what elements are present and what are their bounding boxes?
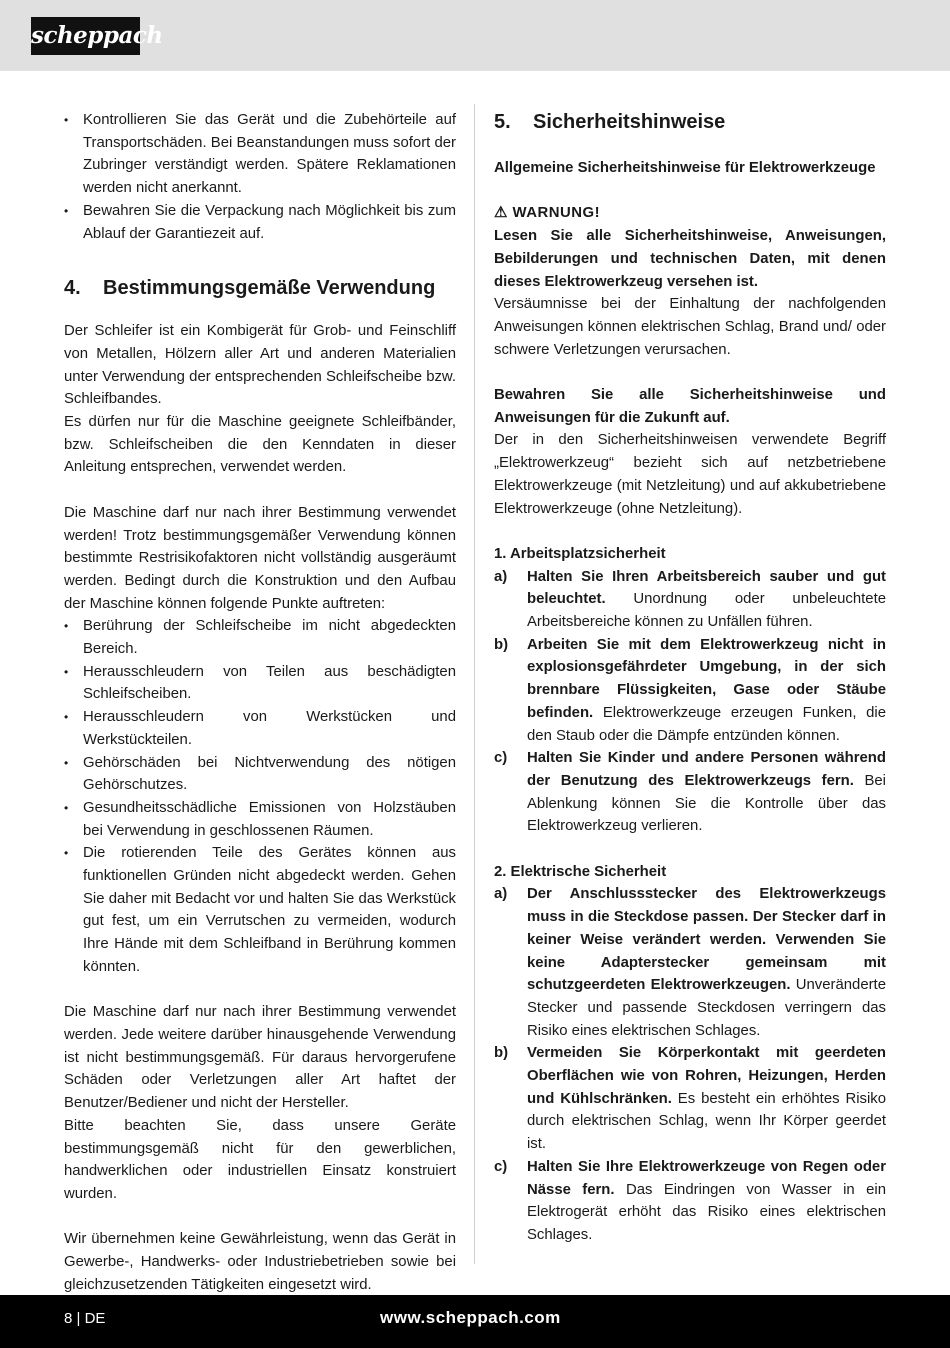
list-item — [494, 566, 886, 634]
list-item: • Berührung der Schleifscheibe im nicht abgedeckten Bereich. — [64, 615, 456, 660]
section-subtitle: Allgemeine Sicherheitshinweise für Elektrowerkzeuge — [494, 160, 876, 176]
scheppach-logo: scheppach — [31, 17, 140, 55]
list-item — [494, 747, 886, 838]
item-text: Bei Ablenkung können Sie die Kontrolle über das Elektrowerkzeug verlieren. — [527, 772, 886, 835]
item-bold: Vermeiden Sie Körperkontakt mit geerdeten Oberflächen wie von Rohren, Heizungen, Herden und Kühlschränken. — [527, 1045, 886, 1107]
item-text: Es besteht ein erhöhtes Risiko durch elektrischen Schlag, wenn Ihr Körper geerdet ist. — [527, 1090, 886, 1153]
warning-text: Versäumnisse bei der Einhaltung der nachfolgenden Anweisungen können elektrischen Schlag, Brand und/ oder schwere Verletzungen verursachen. — [494, 296, 886, 358]
item-bold: Halten Sie Ihre Elektrowerkzeuge von Regen oder Nässe fern. — [527, 1158, 886, 1198]
list-item: • Gehörschäden bei Nichtverwendung des nötigen Gehörschutzes. — [64, 752, 456, 797]
column-divider — [474, 104, 475, 1264]
warning-bold: Lesen Sie alle Sicherheitshinweise, Anweisungen, Bebilderungen und technischen Daten, mit denen dieses Elektrowerkzeug versehen ist. — [494, 228, 886, 290]
page-header — [0, 0, 950, 71]
list-item: • Die rotierenden Teile des Gerätes können aus funktionellen Gründen nicht abgedeckt werden. Gehen Sie daher mit Bedacht vor und halten Sie das Werkstück gut fest, um ein Verrutschen zu vermeiden, wodurch Ihre Hände mit dem Schleifband in Berührung kommen könnten. — [64, 842, 456, 978]
page-number: 8 | DE — [64, 1310, 106, 1327]
section-heading-5 — [494, 109, 886, 135]
workplace-heading: 1. Arbeitsplatzsicherheit — [494, 545, 666, 562]
item-text: Unordnung oder unbeleuchtete Arbeitsbereiche können zu Unfällen führen. — [527, 591, 886, 631]
item-bold: Arbeiten Sie mit dem Elektrowerkzeug nicht in explosionsgefährdeter Umgebung, in der sich brennbare Flüssigkeiten, Gase oder Stäube befinden. — [527, 636, 886, 721]
paragraph: Die Maschine darf nur nach ihrer Bestimmung verwendet werden! Trotz bestimmungsgemäßer Verwendung können bestimmte Restrisikofaktoren nicht vollständig ausgeräumt werden. Bedingt durch die Konstruktion und den Aufbau der Maschine können folgende Punkte auftreten: — [64, 504, 456, 612]
list-item — [494, 634, 886, 748]
warning-label: ⚠ WARNUNG! — [494, 205, 601, 222]
paragraph: Bitte beachten Sie, dass unsere Geräte bestimmungsgemäß nicht für den gewerblichen, handwerklichen oder industriellen Einsatz konstruiert wurden. — [64, 1117, 456, 1202]
list-item — [494, 883, 886, 1042]
right-column — [494, 109, 886, 1247]
keep-instructions-text: Der in den Sicherheitshinweisen verwendete Begriff „Elektrowerkzeug“ bezieht sich auf netzbetriebene Elektrowerkzeuge (mit Netzleitung) und auf akkubetriebene Elektrowerkzeuge (ohne Netzleitung). — [494, 432, 886, 517]
risk-bullets — [64, 615, 456, 978]
paragraph: Der Schleifer ist ein Kombigerät für Grob- und Feinschliff von Metallen, Hölzern aller Art und anderen Materialien unter Verwendung der entsprechenden Schleifscheibe bzw. Schleifbandes. — [64, 323, 456, 408]
item-bold: Der Anschlussstecker des Elektrowerkzeugs muss in die Steckdose passen. Der Stecker darf in keiner Weise verändert werden. Verwenden Sie keine Adapterstecker gemeinsam mit schutzgeerdeten Elektrowerkzeugen. — [527, 886, 886, 994]
item-marker: a) — [494, 568, 508, 585]
list-item — [494, 1042, 886, 1156]
keep-instructions-bold: Bewahren Sie alle Sicherheitshinweise und Anweisungen für die Zukunft auf. — [494, 387, 886, 426]
paragraph: Wir übernehmen keine Gewährleistung, wenn das Gerät in Gewerbe-, Handwerks- oder Industriebetrieben sowie bei gleichzusetzenden Tätigkeiten eingesetzt wird. — [64, 1231, 456, 1293]
list-item: • Kontrollieren Sie das Gerät und die Zubehörteile auf Transportschäden. Bei Beanstandungen muss sofort der Zubringer verständigt werden. Spätere Reklamationen werden nicht anerkannt. — [64, 109, 456, 200]
website-link[interactable]: www.scheppach.com — [380, 1308, 561, 1327]
list-item: • Bewahren Sie die Verpackung nach Möglichkeit bis zum Ablauf der Garantiezeit auf. — [64, 200, 456, 245]
item-bold: Halten Sie Kinder und andere Personen während der Benutzung des Elektrowerkzeugs fern. — [527, 750, 886, 789]
workplace-list — [494, 566, 886, 838]
paragraph: Die Maschine darf nur nach ihrer Bestimmung verwendet werden. Jede weitere darüber hinausgehende Verwendung ist nicht bestimmungsgemäß. Für daraus hervorgerufene Schäden oder Verletzungen aller Art haftet der Benutzer/Bediener und nicht der Hersteller. — [64, 1004, 456, 1112]
electrical-heading: 2. Elektrische Sicherheit — [494, 863, 667, 880]
left-column — [64, 109, 456, 1296]
item-marker: c) — [494, 1158, 508, 1175]
list-item: • Herausschleudern von Teilen aus beschädigten Schleifscheiben. — [64, 661, 456, 706]
item-marker: c) — [494, 750, 508, 767]
item-text: Das Eindringen von Wasser in ein Elektrogerät erhöht das Risiko eines elektrischen Schlages. — [527, 1181, 886, 1243]
item-marker: a) — [494, 886, 508, 903]
list-item — [494, 1156, 886, 1247]
item-text: Elektrowerkzeuge erzeugen Funken, die den Staub oder die Dämpfe entzünden können. — [527, 704, 886, 744]
list-item: • Herausschleudern von Werkstücken und Werkstückteilen. — [64, 706, 456, 751]
paragraph: Es dürfen nur für die Maschine geeignete Schleifbänder, bzw. Schleifscheiben die den Kenndaten in dieser Anleitung entsprechen, verwendet werden. — [64, 414, 456, 476]
item-marker: b) — [494, 636, 509, 653]
item-text: Unveränderte Stecker und passende Steckdosen verringern das Risiko eines elektrischen Schlages. — [527, 977, 886, 1039]
section-heading-4 — [64, 275, 456, 301]
section-title: Sicherheitshinweise — [533, 111, 726, 133]
section-number: 5. — [494, 111, 511, 133]
transport-bullets — [64, 109, 456, 245]
item-marker: b) — [494, 1045, 509, 1062]
list-item: • Gesundheitsschädliche Emissionen von Holzstäuben bei Verwendung in geschlossenen Räumen. — [64, 797, 456, 842]
page-footer — [0, 1295, 950, 1348]
item-bold: Halten Sie Ihren Arbeitsbereich sauber und gut beleuchtet. — [527, 568, 886, 608]
electrical-list — [494, 883, 886, 1246]
section-number: 4. — [64, 277, 81, 300]
section-title: Bestimmungsgemäße Verwendung — [103, 277, 436, 300]
